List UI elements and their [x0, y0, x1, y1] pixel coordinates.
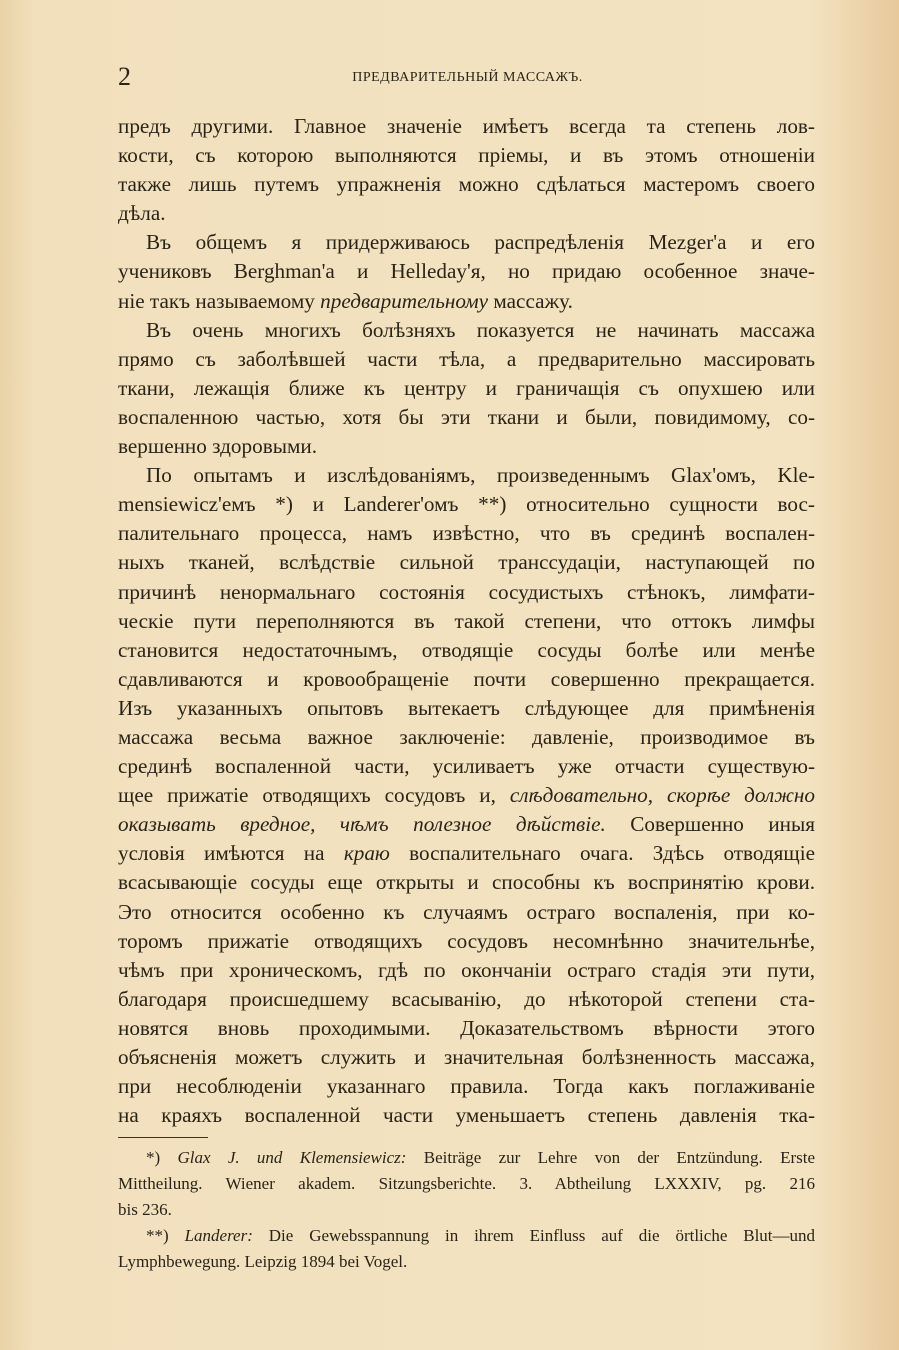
- text-line: ческіе пути переполняются въ такой степени, что оттокъ лимфы: [118, 608, 815, 633]
- text-line: Въ общемъ я придерживаюсь распредѣленія Mezger'а и его: [146, 230, 815, 255]
- body-text: [118, 112, 815, 1130]
- text-line: новятся вновь проходимыми. Доказательствомъ вѣрности этого: [118, 1015, 815, 1040]
- text-line: всасывающіе сосуды еще открыты и способны къ воспринятію крови.: [118, 870, 815, 895]
- text-run: Die Gewebsspannung in ihrem Einfluss auf die örtliche Blut—und: [268, 1226, 815, 1245]
- text-line: палительнаго процесса, намъ извѣстно, что въ срединѣ воспален-: [118, 521, 815, 546]
- italic-run: оказывать вредное, чѣмъ полезное дѣйствіе.: [118, 812, 606, 837]
- text-line: на краяхъ воспаленной части уменьшаетъ степень давленія тка-: [118, 1103, 815, 1128]
- text-line: вершенно здоровыми.: [118, 434, 317, 459]
- footnote-author: Landerer:: [184, 1226, 253, 1245]
- footnotes: [118, 1145, 815, 1275]
- text-run: воспалительнаго очага. Здѣсь отводящіе: [409, 841, 815, 866]
- footnote-divider: [118, 1137, 208, 1138]
- footnote-marker: *): [146, 1148, 161, 1167]
- text-line: воспаленною частью, хотя бы эти ткани и были, повидимому, со-: [118, 404, 815, 429]
- footnote-line: Lymphbewegung. Leipzig 1894 bei Vogel.: [118, 1252, 408, 1271]
- text-line: Это относится особенно къ случаямъ остраго воспаленія, при ко-: [118, 899, 815, 924]
- text-line: По опытамъ и изслѣдованіямъ, произведеннымъ Glax'омъ, Kle-: [146, 463, 815, 488]
- text-run: Совершенно иныя: [630, 812, 815, 837]
- footnote-marker: **): [146, 1226, 169, 1245]
- text-line: учениковъ Berghman'а и Helleday'я, но придаю особенное значе-: [118, 259, 815, 284]
- text-line: объясненія можетъ служить и значительная болѣзненность массажа,: [118, 1045, 815, 1069]
- text-line: становится недостаточнымъ, отводящіе сосуды болѣе или менѣе: [118, 637, 815, 662]
- text-line: торомъ прижатіе отводящихъ сосудовъ несомнѣнно значительнѣе,: [118, 928, 815, 953]
- italic-run: краю: [343, 841, 390, 866]
- text-line: mensiewicz'емъ *) и Landerer'омъ **) относительно сущности вос-: [118, 492, 815, 517]
- text-line: ткани, лежащія ближе къ центру и граничащія съ опухшею или: [118, 375, 815, 400]
- text-line: массажа весьма важное заключеніе: давленіе, производимое въ: [118, 724, 815, 749]
- italic-run: слѣдовательно, скорѣе должно: [509, 783, 815, 808]
- text-line: сдавливаются и кровообращеніе почти совершенно прекращается.: [118, 666, 815, 691]
- text-line: предъ другими. Главное значеніе имѣетъ всегда та степень лов-: [118, 114, 815, 138]
- text-line: чѣмъ при хроническомъ, гдѣ по окончаніи остраго стадія эти пути,: [118, 957, 815, 982]
- footnote-line: [118, 1145, 815, 1171]
- page-number: 2: [118, 62, 131, 91]
- text-run: условія имѣются на: [118, 841, 325, 866]
- text-line: ныхъ тканей, вслѣдствіе сильной транссудаціи, наступающей по: [118, 550, 815, 575]
- text-run: ніе такъ называемому: [118, 288, 315, 313]
- text-line: кости, съ которою выполняются пріемы, и въ этомъ отношеніи: [118, 143, 815, 168]
- text-line: [118, 810, 815, 839]
- text-run: массажу.: [493, 288, 573, 313]
- text-line: Изъ указанныхъ опытовъ вытекаетъ слѣдующее для примѣненія: [118, 695, 815, 720]
- footnote-line: bis 236.: [118, 1200, 172, 1219]
- text-line: [118, 287, 815, 316]
- text-line: срединѣ воспаленной части, усиливаетъ уже отчасти существую-: [118, 754, 815, 779]
- text-line: дѣла.: [118, 201, 166, 226]
- text-run: щее прижатіе отводящихъ сосудовъ и,: [118, 783, 496, 808]
- text-line: [118, 781, 815, 810]
- text-line: при несоблюденіи указаннаго правила. Тогда какъ поглаживаніе: [118, 1074, 815, 1099]
- italic-run: предварительному: [320, 288, 489, 313]
- text-line: также лишь путемъ упражненія можно сдѣлаться мастеромъ своего: [118, 172, 815, 197]
- page-header: [118, 62, 817, 96]
- text-line: [118, 839, 815, 868]
- text-line: благодаря происшедшему всасыванію, до нѣкоторой степени ста-: [118, 986, 815, 1011]
- footnote-line: [118, 1223, 815, 1249]
- footnote-line: Mittheilung. Wiener akadem. Sitzungsberichte. 3. Abtheilung LXXXIV, pg. 216: [118, 1174, 815, 1193]
- text-line: прямо съ заболѣвшей части тѣла, а предварительно массировать: [118, 346, 815, 371]
- text-run: Beiträge zur Lehre von der Entzündung. Erste: [423, 1148, 815, 1167]
- footnote-author: Glax J. und Klemensiewicz:: [177, 1148, 407, 1167]
- running-title: ПРЕДВАРИТЕЛЬНЫЙ МАССАЖЪ.: [352, 70, 583, 85]
- text-line: причинѣ ненормальнаго состоянія сосудистыхъ стѣнокъ, лимфати-: [118, 579, 815, 604]
- text-line: Въ очень многихъ болѣзняхъ показуется не начинать массажа: [146, 317, 815, 342]
